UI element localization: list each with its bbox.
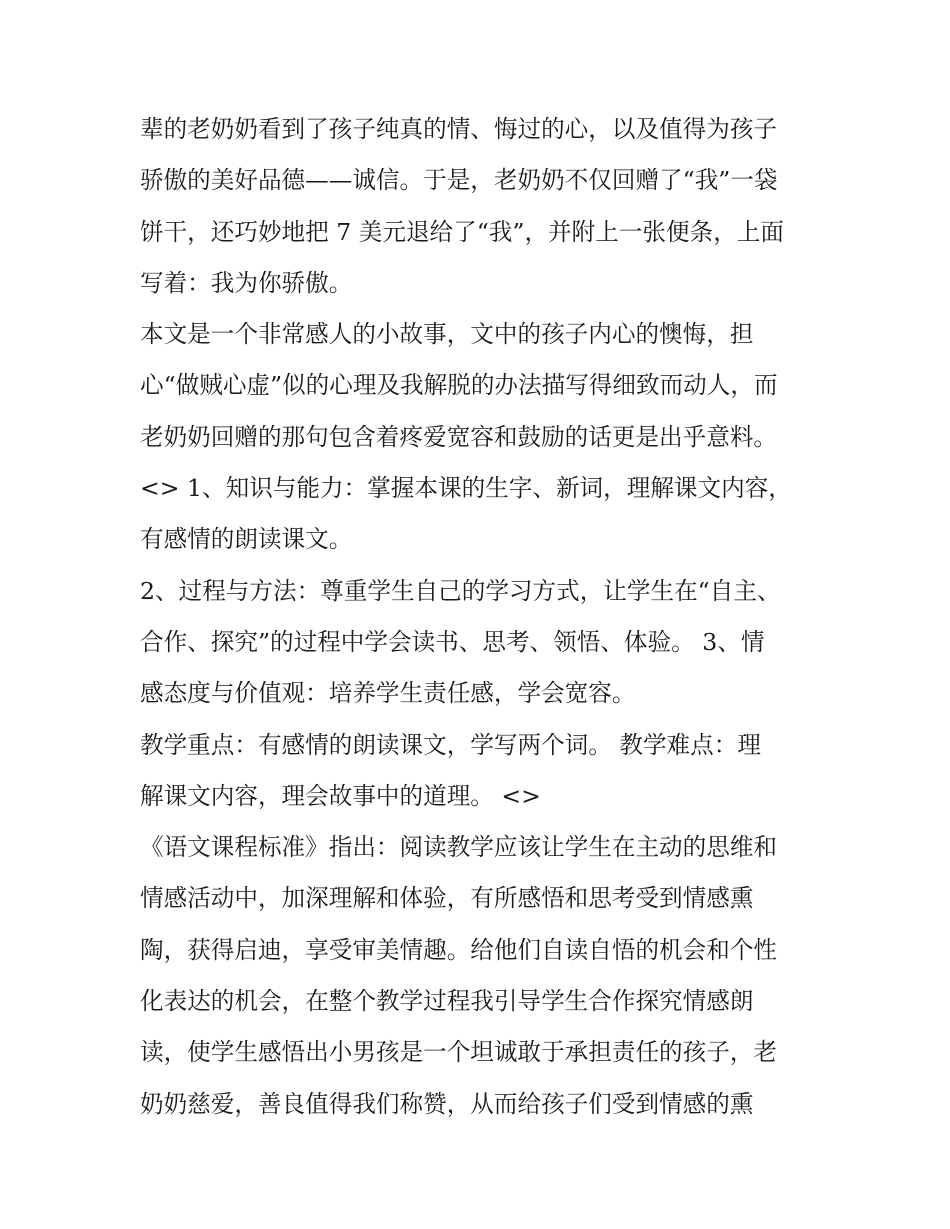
text-line: 奶奶慈爱，善良值得我们称赞，从而给孩子们受到情感的熏 (140, 1089, 754, 1118)
text-line: 陶，获得启迪，享受审美情趣。给他们自读自悟的机会和个性 (140, 935, 778, 964)
text-line: 写着：我为你骄傲。 (140, 268, 353, 297)
text-line: 感态度与价值观：培养学生责任感，学会宽容。 (140, 679, 636, 708)
text-line: 饼干，还巧妙地把 7 美元退给了“我”，并附上一张便条，上面 (140, 217, 784, 246)
text-line: 化表达的机会，在整个教学过程我引导学生合作探究情感朗 (140, 987, 754, 1016)
text-line: 本文是一个非常感人的小故事，文中的孩子内心的懊悔，担 (140, 320, 754, 349)
text-line: 骄傲的美好品德——诚信。于是，老奶奶不仅回赠了“我”一袋 (140, 166, 778, 195)
text-line: 解课文内容，理会故事中的道理。 <> (140, 781, 541, 810)
text-line: 教学重点：有感情的朗读课文，学写两个词。 教学难点：理 (140, 730, 761, 759)
text-line: 《语文课程标准》指出：阅读教学应该让学生在主动的思维和 (140, 833, 778, 862)
text-line: 心“做贼心虚”似的心理及我解脱的办法描写得细致而动人，而 (140, 371, 778, 400)
text-line: 2、过程与方法：尊重学生自己的学习方式，让学生在“自主、 (140, 576, 781, 605)
text-line: 辈的老奶奶看到了孩子纯真的情、悔过的心，以及值得为孩子 (140, 115, 778, 143)
text-line: 读，使学生感悟出小男孩是一个坦诚敢于承担责任的孩子，老 (140, 1038, 778, 1067)
document-body (140, 104, 830, 1130)
text-line: 老奶奶回赠的那句包含着疼爱宽容和鼓励的话更是出乎意料。 (140, 422, 778, 451)
text-line: 合作、探究”的过程中学会读书、思考、领悟、体验。 3、情 (140, 627, 765, 656)
text-line: 情感活动中，加深理解和体验，有所感悟和思考受到情感熏 (140, 884, 754, 913)
text-line: <> 1、知识与能力：掌握本课的生字、新词，理解课文内容， (140, 474, 792, 503)
text-line: 有感情的朗读课文。 (140, 525, 353, 554)
